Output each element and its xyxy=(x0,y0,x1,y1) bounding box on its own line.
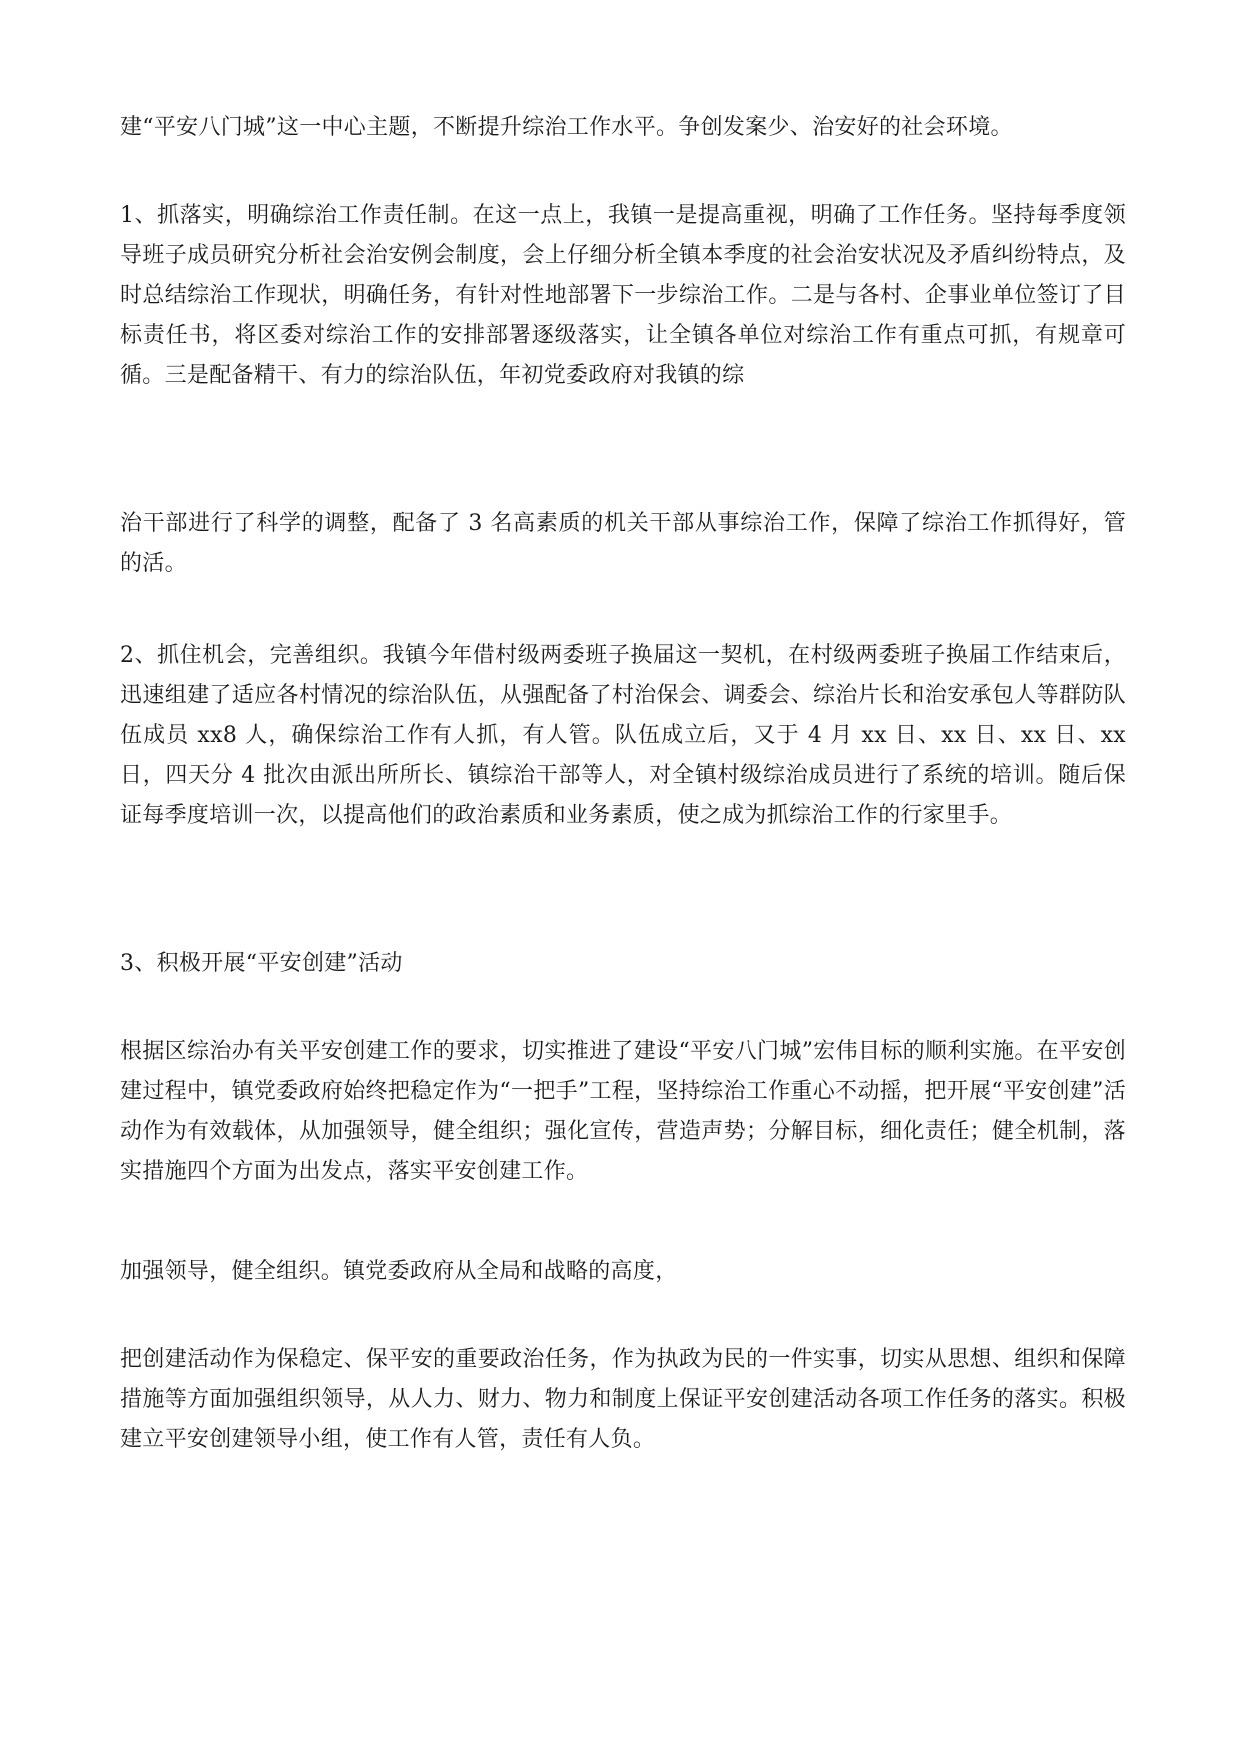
paragraph-item-3-body: 根据区综治办有关平安创建工作的要求，切实推进了建设“平安八门城”宏伟目标的顺利实施。在平安创建过程中，镇党委政府始终把稳定作为“一把手”工程，坚持综治工作重心不动摇，把开展“平安创建”活动作为有效载体，从加强领导，健全组织；强化宣传，营造声势；分解目标，细化责任；健全机制，落实措施四个方面为出发点，落实平安创建工作。 xyxy=(120,1039,1126,1184)
paragraph-item-3-heading: 3、积极开展“平安创建”活动 xyxy=(120,951,403,976)
paragraph-leadership: 加强领导，健全组织。镇党委政府从全局和战略的高度， xyxy=(120,1259,678,1284)
paragraph-leadership-continued: 把创建活动作为保稳定、保平安的重要政治任务，作为执政为民的一件实事，切实从思想、组织和保障措施等方面加强组织领导，从人力、财力、物力和制度上保证平安创建活动各项工作任务的落实。积极建立平安创建领导小组，使工作有人管，责任有人负。 xyxy=(120,1347,1126,1452)
paragraph-item-2: 2、抓住机会，完善组织。我镇今年借村级两委班子换届这一契机，在村级两委班子换届工作结束后，迅速组建了适应各村情况的综治队伍，从强配备了村治保会、调委会、综治片长和治安承包人等群防队伍成员 xx8 人，确保综治工作有人抓，有人管。队伍成立后，又于 4 月 xx 日、xx 日、xx 日、xx 日，四天分 4 批次由派出所所长、镇综治干部等人，对全镇村级综治成员进行了系统的培训。随后保证每季度培训一次，以提高他们的政治素质和业务素质，使之成为抓综治工作的行家里手。 xyxy=(120,643,1126,828)
paragraph-intro-tail: 建“平安八门城”这一中心主题，不断提升综治工作水平。争创发案少、治安好的社会环境。 xyxy=(120,115,1013,140)
paragraph-item-1: 1、抓落实，明确综治工作责任制。在这一点上，我镇一是提高重视，明确了工作任务。坚持每季度领导班子成员研究分析社会治安例会制度，会上仔细分析全镇本季度的社会治安状况及矛盾纠纷特点，及时总结综治工作现状，明确任务，有针对性地部署下一步综治工作。二是与各村、企事业单位签订了目标责任书，将区委对综治工作的安排部署逐级落实，让全镇各单位对综治工作有重点可抓，有规章可循。三是配备精干、有力的综治队伍，年初党委政府对我镇的综 xyxy=(120,203,1126,388)
paragraph-item-1-continued: 治干部进行了科学的调整，配备了 3 名高素质的机关干部从事综治工作，保障了综治工作抓得好，管的活。 xyxy=(120,511,1126,576)
